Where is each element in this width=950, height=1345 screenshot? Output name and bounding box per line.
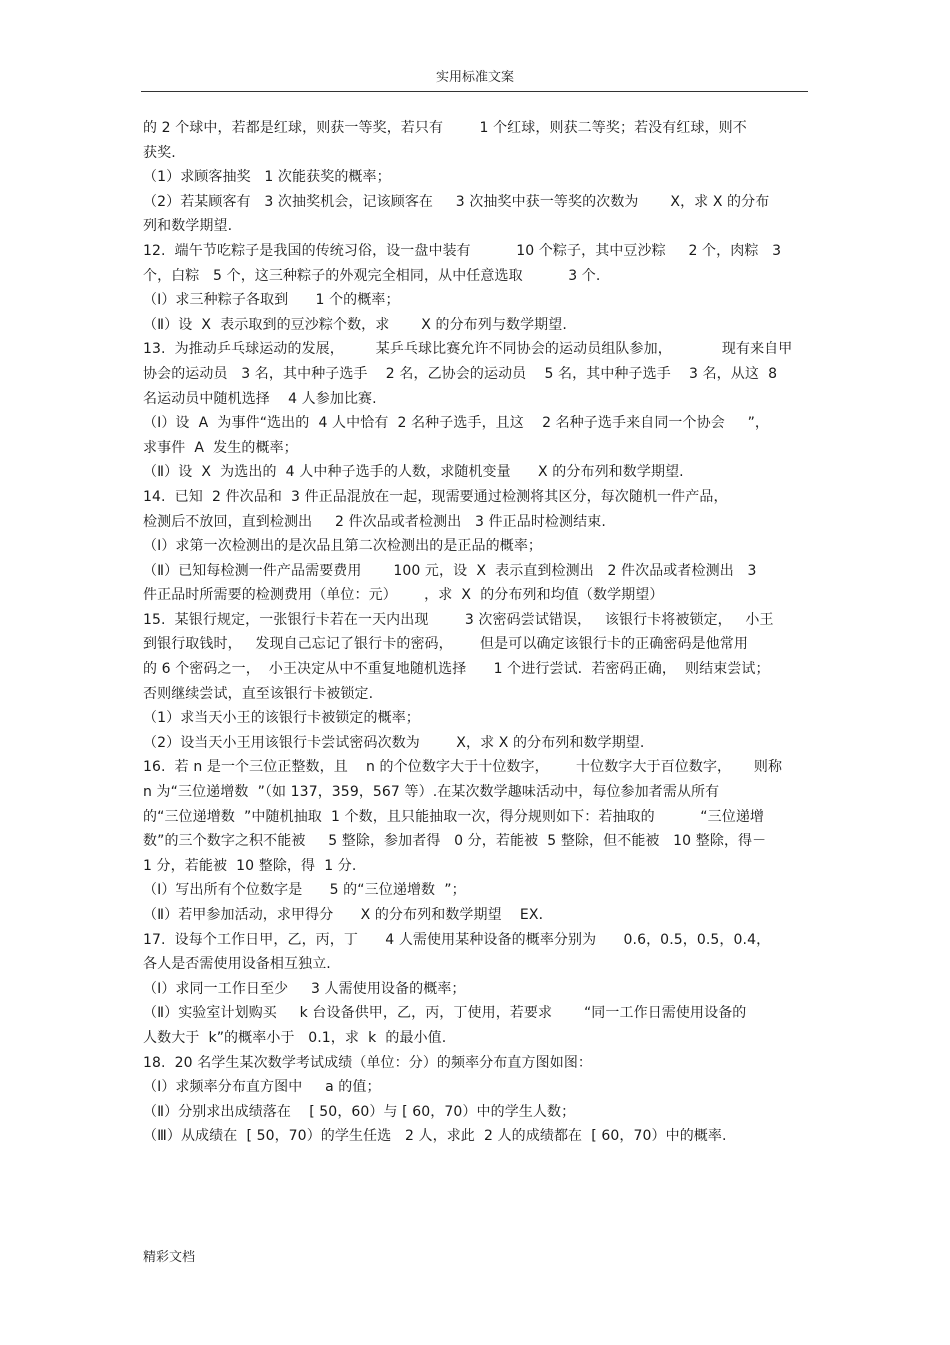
text-line: 列和数学期望.	[143, 218, 233, 235]
text-line: （2）若某顾客有 3 次抽奖机会，记该顾客在 3 次抽奖中获一等奖的次数为 X，求 X 的分布	[143, 193, 770, 210]
text-line: 的 6 个密码之一， 小王决定从中不重复地随机选择 1 个进行尝试. 若密码正确， 则结束尝试；	[143, 661, 770, 678]
text-line: 检测后不放回，直到检测出 2 件次品或者检测出 3 件正品时检测结束.	[143, 513, 606, 530]
text-line: （Ⅱ）设 X 为选出的 4 人中种子选手的人数，求随机变量 X 的分布列和数学期望.	[143, 464, 684, 481]
text-line: 16. 若 n 是一个三位正整数，且 n 的个位数字大于十位数字， 十位数字大于百位数字， 则称	[143, 759, 783, 776]
text-line: 14. 已知 2 件次品和 3 件正品混放在一起，现需要通过检测将其区分，每次随机一件产品，	[143, 488, 728, 505]
text-line: （1）求顾客抽奖 1 次能获奖的概率；	[143, 169, 391, 186]
text-line: 个，白粽 5 个，这三种粽子的外观完全相同，从中任意选取 3 个.	[143, 267, 601, 284]
text-line: 到银行取钱时， 发现自己忘记了银行卡的密码， 但是可以确定该银行卡的正确密码是他常用	[143, 636, 748, 653]
text-line: 的“三位递增数 ”中随机抽取 1 个数，且只能抽取一次，得分规则如下：若抽取的 “三位递增	[143, 808, 765, 825]
text-line: （Ⅰ）求频率分布直方图中 a 的值；	[143, 1079, 381, 1096]
text-line: （Ⅱ）已知每检测一件产品需要费用 100 元，设 X 表示直到检测出 2 件次品或者检测出 3	[143, 562, 757, 579]
text-line: （Ⅰ）写出所有个位数字是 5 的“三位递增数 ”；	[143, 882, 466, 899]
text-line: 获奖.	[143, 144, 176, 161]
text-line: 的 2 个球中，若都是红球，则获一等奖，若只有 1 个红球，则获二等奖；若没有红球，则不	[143, 120, 747, 136]
text-line: 数”的三个数字之积不能被 5 整除，参加者得 0 分，若能被 5 整除，但不能被 10 整除，得－	[143, 833, 767, 850]
text-line: （2）设当天小王用该银行卡尝试密码次数为 X，求 X 的分布列和数学期望.	[143, 734, 645, 751]
text-line: （Ⅰ）求第一次检测出的是次品且第二次检测出的是正品的概率；	[143, 538, 543, 555]
text-line: （Ⅰ）求三种粽子各取到 1 个的概率；	[143, 292, 400, 309]
text-line: （Ⅱ）分别求出成绩落在 [ 50，60）与 [ 60，70）中的学生人数；	[143, 1103, 576, 1120]
text-line: 人数大于 k”的概率小于 0.1，求 k 的最小值.	[143, 1029, 447, 1046]
text-line: （Ⅱ）设 X 表示取到的豆沙粽个数，求 X 的分布列与数学期望.	[143, 316, 567, 333]
text-line: 求事件 A 发生的概率；	[143, 439, 298, 456]
text-line: 17. 设每个工作日甲，乙，丙，丁 4 人需使用某种设备的概率分别为 0.6，0.5，0.5，0.4，	[143, 931, 771, 948]
text-line: 15. 某银行规定，一张银行卡若在一天内出现 3 次密码尝试错误， 该银行卡将被锁定， 小王	[143, 611, 774, 628]
text-line: 协会的运动员 3 名，其中种子选手 2 名，乙协会的运动员 5 名，其中种子选手 3 名，从这 8	[143, 365, 778, 382]
text-line: （Ⅱ）若甲参加活动，求甲得分 X 的分布列和数学期望 EX．	[143, 907, 553, 923]
text-line: n 为“三位递增数 ”（如 137，359，567 等）.在某次数学趣味活动中，每位参加者需从所有	[143, 784, 720, 801]
text-line: （Ⅱ）实验室计划购买 k 台设备供甲，乙，丙，丁使用，若要求 “同一工作日需使用设备的	[143, 1005, 747, 1022]
text-line: 各人是否需使用设备相互独立.	[143, 956, 331, 973]
page-footer: 精彩文档	[143, 1250, 196, 1265]
header-divider	[141, 91, 808, 92]
text-line: （Ⅲ）从成绩在 [ 50，70）的学生任选 2 人，求此 2 人的成绩都在 [ 60，70）中的概率.	[143, 1128, 727, 1145]
text-line: （Ⅰ）设 A 为事件“选出的 4 人中恰有 2 名种子选手，且这 2 名种子选手来自同一个协会 ”，	[143, 415, 770, 432]
document-body	[143, 116, 815, 1149]
text-line: 13. 为推动乒乓球运动的发展， 某乒乓球比赛允许不同协会的运动员组队参加， 现有来自甲	[143, 341, 793, 358]
text-line: 名运动员中随机选择 4 人参加比赛.	[143, 390, 377, 407]
text-line: 12. 端午节吃粽子是我国的传统习俗，设一盘中装有 10 个粽子，其中豆沙粽 2 个，肉粽 3	[143, 242, 782, 259]
text-line: （1）求当天小王的该银行卡被锁定的概率；	[143, 710, 420, 727]
page-header: 实用标准文案	[435, 70, 514, 85]
text-line: （Ⅰ）求同一工作日至少 3 人需使用设备的概率；	[143, 980, 466, 997]
text-line: 件正品时所需要的检测费用（单位：元） ，求 X 的分布列和均值（数学期望）	[143, 587, 664, 604]
text-line: 1 分，若能被 10 整除，得 1 分.	[143, 857, 357, 874]
text-line: 否则继续尝试，直至该银行卡被锁定.	[143, 685, 374, 702]
text-line: 18. 20 名学生某次数学考试成绩（单位：分）的频率分布直方图如图：	[143, 1054, 593, 1071]
